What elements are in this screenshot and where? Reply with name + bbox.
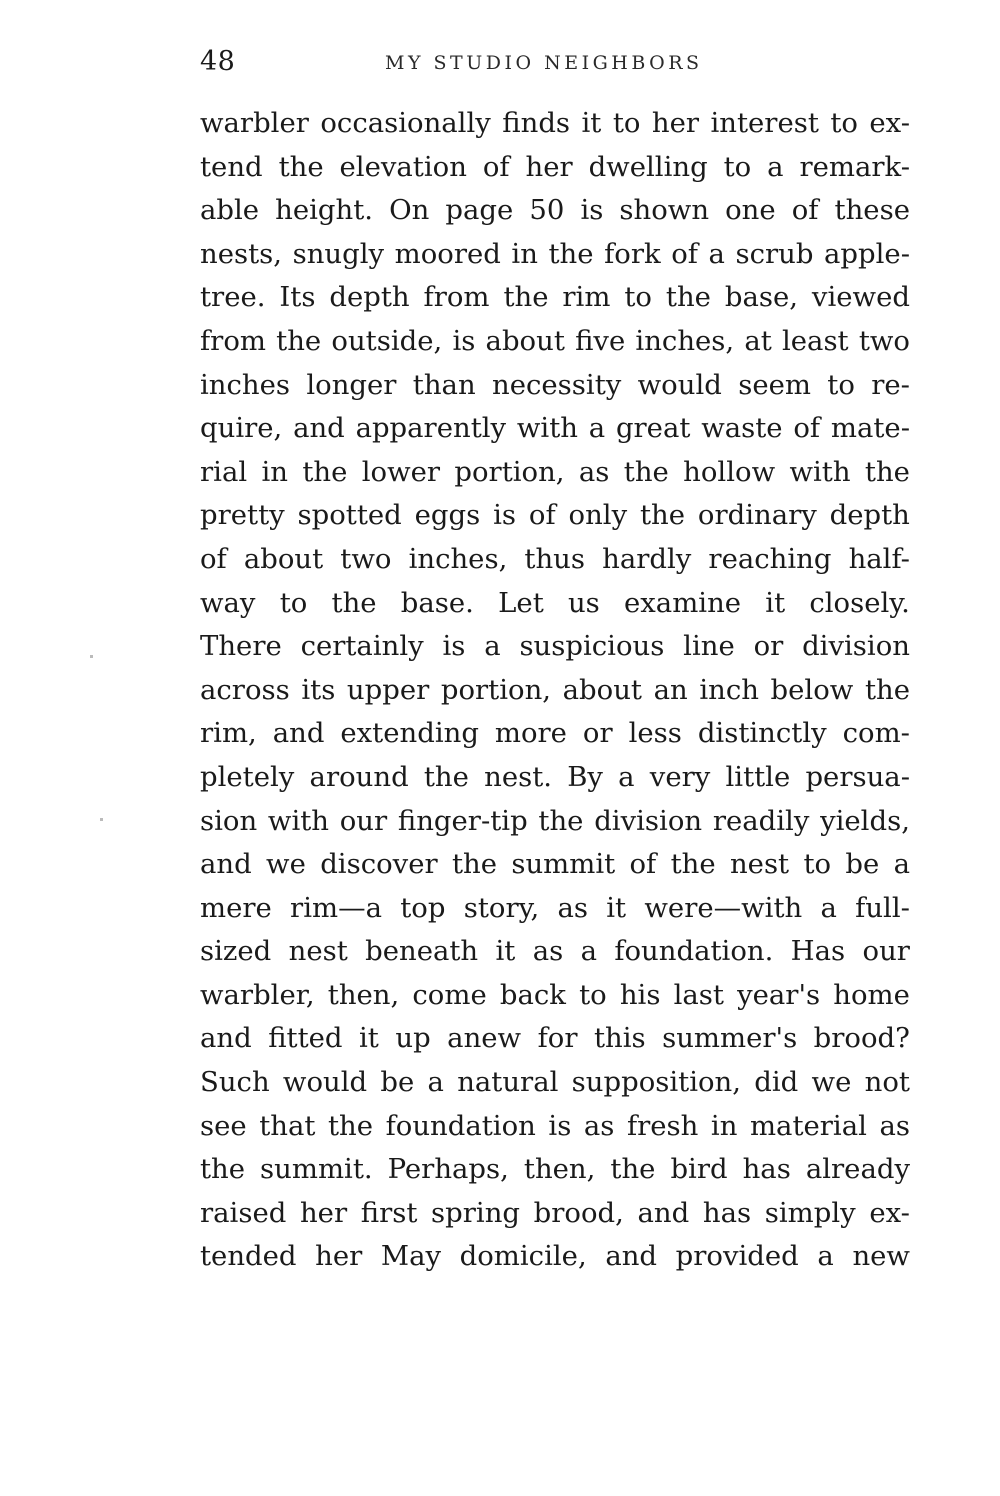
word: would — [637, 368, 722, 401]
word: with — [516, 412, 578, 445]
word: mate- — [830, 412, 910, 445]
page-header — [200, 44, 910, 84]
word: is — [580, 194, 604, 227]
word: a — [588, 412, 606, 445]
word: brood, — [533, 1196, 624, 1229]
word: domicile, — [459, 1240, 587, 1273]
word: There — [200, 630, 282, 663]
word: that — [259, 1109, 316, 1142]
word: base, — [724, 281, 798, 314]
text-line — [200, 843, 910, 887]
word: with — [789, 455, 851, 488]
word: the — [864, 455, 910, 488]
word: of — [200, 542, 227, 575]
word: dwelling — [588, 150, 708, 183]
word: natural — [457, 1066, 559, 1099]
word: interest — [710, 107, 819, 139]
word: Has — [790, 935, 846, 968]
word: at — [744, 324, 772, 357]
word: and — [605, 1240, 658, 1273]
word: below — [770, 673, 854, 706]
word: then, — [327, 978, 400, 1011]
word: of — [671, 237, 698, 270]
word: two — [340, 542, 392, 575]
word: rim, — [200, 717, 257, 750]
word: base. — [400, 586, 474, 619]
word: a — [580, 935, 597, 968]
word: inches — [200, 368, 291, 401]
word: the — [548, 237, 594, 270]
word: about — [243, 542, 324, 575]
word: little — [725, 760, 791, 793]
text-line — [200, 494, 910, 538]
word: portion, — [454, 455, 565, 488]
word: new — [852, 1240, 910, 1273]
word: full- — [855, 891, 910, 924]
word: the — [623, 455, 669, 488]
word: more — [494, 717, 567, 750]
word: and — [272, 717, 325, 750]
word: longer — [306, 368, 397, 401]
word: her — [315, 1240, 363, 1273]
word: lower — [361, 455, 441, 488]
text-line — [200, 582, 910, 626]
text-line — [200, 1061, 910, 1105]
word: distinctly — [697, 717, 827, 750]
word: her — [651, 107, 700, 139]
word: height. — [275, 194, 374, 227]
word: with — [267, 804, 330, 837]
word: to — [279, 586, 308, 619]
word: the — [200, 1153, 246, 1186]
word: an — [653, 673, 688, 706]
word: the — [278, 150, 324, 183]
word: a — [618, 760, 635, 793]
word: raised — [200, 1196, 287, 1229]
word: the — [451, 848, 498, 881]
word: as — [583, 1109, 615, 1142]
word: it — [606, 891, 627, 924]
text-line — [200, 407, 910, 451]
word: we — [266, 848, 306, 881]
word: around — [309, 760, 409, 793]
word: is — [442, 630, 466, 663]
word: upper — [346, 673, 430, 706]
word: did — [754, 1066, 799, 1099]
text-line — [200, 974, 910, 1018]
word: her — [299, 1196, 348, 1229]
word: May — [380, 1240, 442, 1273]
word: a — [484, 630, 501, 663]
text-line — [200, 669, 910, 713]
word: a — [820, 891, 837, 924]
word: of — [482, 150, 510, 183]
word: depth — [329, 281, 410, 314]
word: beneath — [365, 935, 479, 968]
word: the — [670, 848, 716, 881]
word: inches, — [408, 542, 508, 575]
word: not — [864, 1066, 910, 1099]
text-line — [200, 146, 910, 190]
word: fresh — [626, 1109, 699, 1142]
word: depth — [829, 499, 910, 532]
word: of — [629, 848, 657, 881]
word: viewed — [811, 281, 910, 314]
word: extending — [340, 717, 479, 750]
text-line — [200, 1192, 910, 1236]
word: moored — [394, 237, 501, 270]
word: supposition, — [571, 1066, 742, 1099]
word: and — [200, 848, 252, 881]
word: warbler — [200, 107, 309, 139]
word: in — [511, 237, 538, 270]
word: or — [753, 630, 784, 663]
text-line — [200, 756, 910, 800]
word: and — [200, 1022, 252, 1055]
word: a — [427, 1066, 444, 1099]
body-text — [200, 102, 910, 1279]
word: one — [725, 194, 776, 227]
word: hollow — [683, 455, 776, 488]
word: pletely — [200, 760, 295, 793]
word: 50 — [529, 194, 565, 227]
word: apparently — [355, 412, 507, 445]
word: examine — [624, 586, 742, 619]
word: of — [791, 194, 819, 227]
word: has — [742, 1153, 791, 1186]
word: our — [339, 804, 388, 837]
word: less — [628, 717, 682, 750]
word: eggs — [414, 499, 481, 532]
word: it — [765, 586, 786, 619]
text-line — [200, 1148, 910, 1192]
word: to — [579, 978, 607, 1011]
word: it — [495, 935, 516, 968]
word: year's — [737, 978, 821, 1011]
text-line — [200, 800, 910, 844]
text-line — [200, 364, 910, 408]
word: remark- — [799, 150, 910, 183]
word: from — [200, 324, 266, 357]
word: come — [412, 978, 487, 1011]
word: foundation. — [614, 935, 774, 968]
word: discover — [320, 848, 438, 881]
word: the — [327, 1109, 374, 1142]
word: ex- — [869, 1196, 910, 1229]
word: bird — [670, 1153, 728, 1186]
word: On — [389, 194, 430, 227]
word: spring — [431, 1196, 521, 1229]
word: readily — [712, 804, 810, 837]
word: Its — [279, 281, 316, 314]
word: top — [400, 891, 446, 924]
word: least — [781, 324, 849, 357]
word: nest. — [484, 760, 553, 793]
word: to — [624, 281, 652, 314]
word: suspicious — [519, 630, 665, 663]
word: home — [833, 978, 910, 1011]
text-line — [200, 320, 910, 364]
word: great — [615, 412, 691, 445]
word: rim — [562, 281, 611, 314]
word: the — [538, 804, 584, 837]
word: then, — [523, 1153, 596, 1186]
word: mere — [200, 891, 272, 924]
word: five — [575, 324, 626, 357]
word: finger-tip — [397, 804, 528, 837]
word: the — [503, 281, 549, 314]
word: to — [803, 848, 832, 881]
word: By — [567, 760, 603, 793]
word: yields, — [820, 804, 910, 837]
word: Perhaps, — [387, 1153, 509, 1186]
word: a — [708, 237, 725, 270]
word: the — [610, 1153, 656, 1186]
word: a — [893, 848, 910, 881]
text-line — [200, 887, 910, 931]
word: a — [817, 1240, 834, 1273]
word: ordinary — [697, 499, 817, 532]
word: waste — [701, 412, 783, 445]
word: summer's — [662, 1022, 798, 1055]
word: this — [593, 1022, 646, 1055]
word: the — [276, 324, 322, 357]
word: for — [537, 1022, 578, 1055]
word: sized — [200, 935, 272, 968]
text-line — [200, 1105, 910, 1149]
word: already — [805, 1153, 910, 1186]
text-line — [200, 1235, 910, 1279]
word: brood? — [813, 1022, 910, 1055]
word: warbler, — [200, 978, 315, 1011]
word: spotted — [297, 499, 402, 532]
word: back — [499, 978, 566, 1011]
word: as — [578, 455, 610, 488]
word: is — [548, 1109, 572, 1142]
word: sion — [200, 804, 258, 837]
word: about — [485, 324, 565, 357]
word: be — [845, 848, 880, 881]
margin-speck — [90, 655, 93, 658]
word: Such — [200, 1066, 270, 1099]
word: finds — [502, 107, 571, 139]
word: the — [423, 760, 469, 793]
word: would — [282, 1066, 368, 1099]
word: material — [749, 1109, 867, 1142]
word: line — [683, 630, 735, 663]
word: very — [649, 760, 711, 793]
word: her — [525, 150, 573, 183]
word: nest — [729, 848, 790, 881]
word: is — [452, 324, 476, 357]
word: simply — [764, 1196, 856, 1229]
text-line — [200, 538, 910, 582]
word: nests, — [200, 237, 283, 270]
word: reaching — [708, 542, 832, 575]
word: closely. — [809, 586, 910, 619]
word: nest — [288, 935, 348, 968]
word: rial — [200, 455, 248, 488]
word: as — [879, 1109, 910, 1142]
word: as — [557, 891, 588, 924]
word: the — [639, 499, 686, 532]
word: we — [811, 1066, 852, 1099]
word: a — [767, 150, 784, 183]
word: our — [862, 935, 910, 968]
word: tended — [200, 1240, 297, 1273]
word: the — [331, 586, 377, 619]
text-line — [200, 1017, 910, 1061]
word: outside, — [331, 324, 443, 357]
word: as — [532, 935, 564, 968]
word: page — [445, 194, 514, 227]
word: the — [302, 455, 348, 488]
word: first — [360, 1196, 418, 1229]
text-line — [200, 625, 910, 669]
word: scrub — [735, 237, 814, 270]
word: were—with — [644, 891, 803, 924]
word: half- — [848, 542, 910, 575]
word: quire, — [200, 412, 283, 445]
margin-speck — [100, 818, 103, 821]
word: to — [830, 107, 858, 139]
word: summit — [511, 848, 616, 881]
word: portion, — [440, 673, 552, 706]
word: these — [834, 194, 910, 227]
word: anew — [447, 1022, 522, 1055]
word: certainly — [300, 630, 424, 663]
word: of — [528, 499, 556, 532]
word: or — [582, 717, 613, 750]
word: of — [793, 412, 821, 445]
word: Let — [498, 586, 544, 619]
word: than — [412, 368, 476, 401]
text-line — [200, 712, 910, 756]
word: be — [380, 1066, 415, 1099]
word: about — [562, 673, 642, 706]
word: story, — [463, 891, 540, 924]
word: two — [858, 324, 910, 357]
word: inch — [699, 673, 759, 706]
word: able — [200, 194, 260, 227]
word: rim—a — [290, 891, 382, 924]
word: elevation — [339, 150, 467, 183]
word: it — [581, 107, 602, 139]
text-line — [200, 102, 910, 146]
word: tree. — [200, 281, 266, 314]
word: com- — [842, 717, 910, 750]
text-line — [200, 233, 910, 277]
word: inches, — [635, 324, 735, 357]
word: the — [665, 281, 711, 314]
word: in — [261, 455, 288, 488]
text-line — [200, 930, 910, 974]
word: and — [637, 1196, 690, 1229]
word: has — [702, 1196, 752, 1229]
word: in — [710, 1109, 738, 1142]
word: persua- — [805, 760, 910, 793]
word: up — [395, 1022, 431, 1055]
text-line — [200, 451, 910, 495]
word: across — [200, 673, 290, 706]
word: summit. — [260, 1153, 373, 1186]
word: see — [200, 1109, 247, 1142]
word: us — [567, 586, 600, 619]
word: division — [802, 630, 910, 663]
word: re- — [871, 368, 910, 401]
word: shown — [619, 194, 710, 227]
word: necessity — [492, 368, 622, 401]
word: the — [864, 673, 910, 706]
word: and — [293, 412, 345, 445]
page-number: 48 — [200, 46, 236, 77]
word: occasionally — [320, 107, 491, 139]
word: fitted — [268, 1022, 343, 1055]
word: snugly — [292, 237, 385, 270]
word: seem — [738, 368, 811, 401]
word: his — [619, 978, 661, 1011]
word: pretty — [200, 499, 285, 532]
word: fork — [604, 237, 661, 270]
word: to — [612, 107, 641, 139]
word: it — [359, 1022, 379, 1055]
word: way — [200, 586, 256, 619]
word: from — [423, 281, 490, 314]
running-head: MY STUDIO NEIGHBORS — [385, 52, 703, 74]
word: apple- — [824, 237, 910, 270]
word: foundation — [385, 1109, 536, 1142]
word: division — [594, 804, 703, 837]
text-line — [200, 276, 910, 320]
word: to — [827, 368, 855, 401]
word: provided — [675, 1240, 799, 1273]
word: is — [493, 499, 517, 532]
word: tend — [200, 150, 263, 183]
text-line — [200, 189, 910, 233]
word: hardly — [602, 542, 692, 575]
word: to — [723, 150, 752, 183]
word: thus — [524, 542, 586, 575]
word: ex- — [869, 107, 910, 139]
word: its — [301, 673, 336, 706]
word: only — [568, 499, 628, 532]
word: last — [673, 978, 724, 1011]
